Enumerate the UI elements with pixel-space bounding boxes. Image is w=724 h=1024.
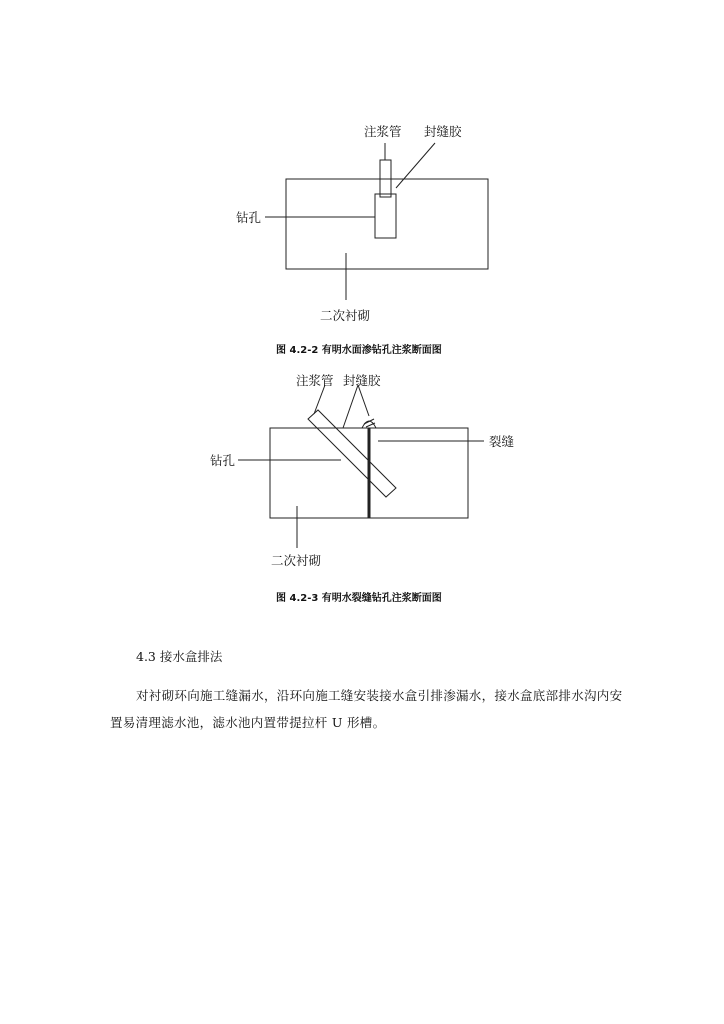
figure-4-2-3 bbox=[238, 385, 484, 548]
drill-hole-shape bbox=[308, 410, 396, 497]
figure-4-2-2 bbox=[265, 143, 488, 300]
grout-pipe-leader bbox=[314, 385, 325, 414]
sealant-label: 封缝胶 bbox=[424, 124, 462, 139]
sealant-label: 封缝胶 bbox=[343, 373, 381, 388]
drill-hole-shape bbox=[375, 194, 396, 238]
sealant-leader bbox=[343, 385, 358, 428]
section-heading: 4.3 接水盒排法 bbox=[136, 649, 223, 664]
body-paragraph: 对衬砌环向施工缝漏水，沿环向施工缝安装接水盒引排渗漏水，接水盒底部排水沟内安置易清理滤水池，滤水池内置带提拉杆 U 形槽。 bbox=[110, 688, 623, 730]
secondary-lining-label: 二次衬砌 bbox=[320, 308, 371, 323]
lining-block bbox=[286, 179, 488, 269]
drill-hole-label: 钻孔 bbox=[210, 453, 236, 468]
drill-hole-label: 钻孔 bbox=[236, 210, 262, 225]
crack-label: 裂缝 bbox=[489, 434, 515, 449]
sealant-leader bbox=[396, 143, 435, 188]
sealant-leader bbox=[358, 385, 369, 416]
grout-pipe-label: 注浆管 bbox=[364, 124, 402, 139]
figure-caption: 图 4.2-2 有明水面渗钻孔注浆断面图 bbox=[276, 345, 442, 356]
secondary-lining-label: 二次衬砌 bbox=[271, 553, 322, 568]
sealant-hatch bbox=[366, 423, 375, 427]
figure-caption: 图 4.2-3 有明水裂缝钻孔注浆断面图 bbox=[276, 593, 442, 604]
grout-pipe-label: 注浆管 bbox=[296, 373, 334, 388]
